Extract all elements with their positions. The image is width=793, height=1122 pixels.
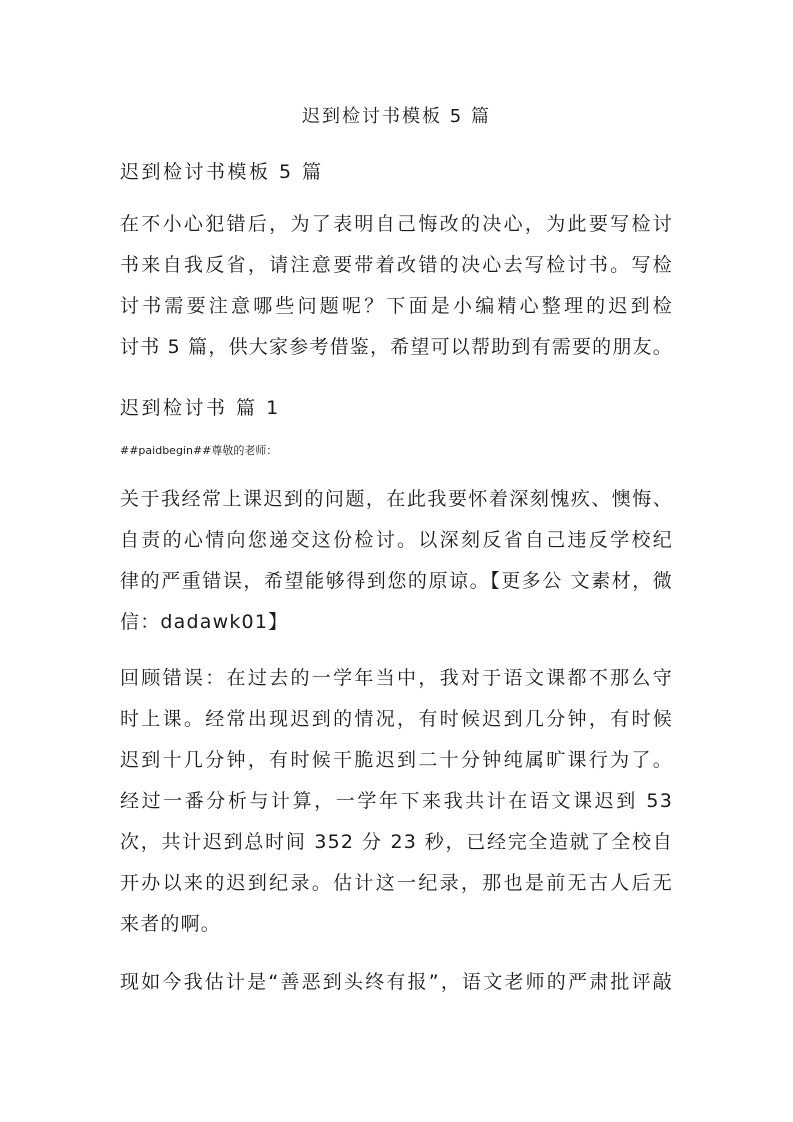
intro-line: 在不小心犯错后，为了表明自己悔改的决心，为此要写检讨 [120, 213, 673, 235]
intro-line: 讨书需要注意哪些问题呢？下面是小编精心整理的迟到检 [120, 295, 673, 317]
document-subtitle: 迟到检讨书模板 5 篇 [120, 161, 324, 183]
paragraph-line: 自责的心情向您递交这份检讨。以深刻反省自己违反学校纪 [120, 529, 673, 551]
paragraph-line: 开办以来的迟到纪录。估计这一纪录，那也是前无古人后无 [120, 872, 673, 894]
document-title: 迟到检讨书模板 5 篇 [302, 106, 491, 127]
paragraph-line: 次，共计迟到总时间 352 分 23 秒，已经完全造就了全校自 [120, 831, 673, 853]
paragraph-3 [120, 962, 673, 1003]
paragraph-line: 信：dadawk01】 [120, 611, 289, 633]
paragraph-2 [120, 658, 673, 945]
intro-paragraph [120, 204, 673, 368]
paragraph-line: 回顾错误：在过去的一学年当中，我对于语文课都不那么守 [120, 667, 673, 689]
paragraph-line: 迟到十几分钟，有时候干脆迟到二十分钟纯属旷课行为了。 [120, 749, 673, 771]
paragraph-line: 关于我经常上课迟到的问题，在此我要怀着深刻愧疚、懊悔、 [120, 488, 673, 510]
intro-line: 书来自我反省，请注意要带着改错的决心去写检讨书。写检 [120, 254, 673, 276]
paragraph-line: 时上课。经常出现迟到的情况，有时候迟到几分钟，有时候 [120, 708, 673, 730]
paragraph-line: 律的严重错误，希望能够得到您的原谅。【更多公 文素材，微 [120, 570, 673, 592]
paragraph-line: 现如今我估计是“善恶到头终有报”，语文老师的严肃批评敲 [120, 971, 673, 993]
intro-line: 讨书 5 篇，供大家参考借鉴，希望可以帮助到有需要的朋友。 [120, 336, 673, 358]
paid-marker: ##paidbegin##尊敬的老师： [120, 444, 278, 457]
section-heading: 迟到检讨书 篇 1 [120, 397, 281, 419]
paragraph-1 [120, 479, 673, 643]
paragraph-line: 来者的啊。 [120, 913, 222, 935]
paragraph-line: 经过一番分析与计算，一学年下来我共计在语文课迟到 53 [120, 790, 673, 812]
